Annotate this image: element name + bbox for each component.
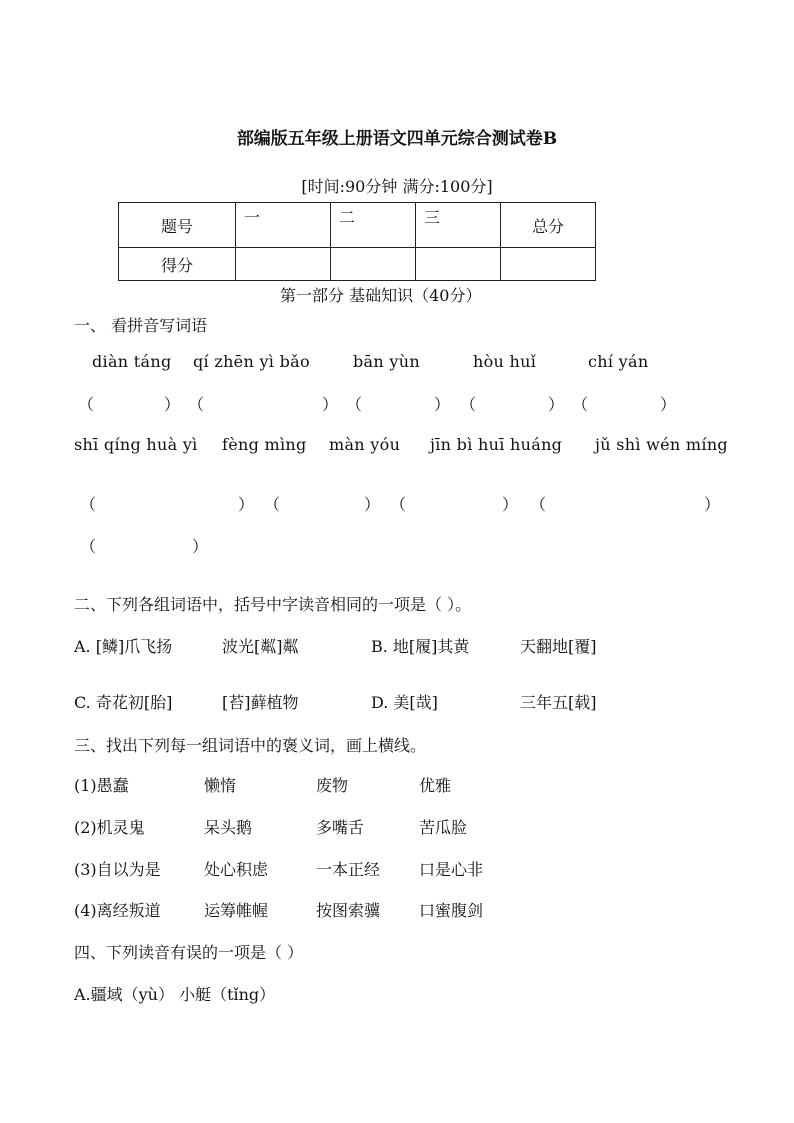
answer-paren-open: （ xyxy=(80,537,97,556)
pinyin-7: fèng mìng xyxy=(222,435,307,454)
answer-paren-open: （ xyxy=(80,495,97,514)
answer-paren-close: ） xyxy=(660,395,677,414)
pinyin-8: màn yóu xyxy=(329,435,401,454)
pinyin-1: diàn táng xyxy=(92,352,172,371)
pinyin-5: chí yán xyxy=(588,352,649,371)
q3-word: 运筹帷幄 xyxy=(204,901,269,920)
answer-paren-open: （ xyxy=(530,495,547,514)
pinyin-10: jǔ shì wén míng xyxy=(595,435,728,454)
q3-word: (2)机灵鬼 xyxy=(74,818,145,837)
pinyin-2: qí zhēn yì bǎo xyxy=(193,352,310,371)
q2-option-d-2: 三年五[载] xyxy=(520,693,597,712)
table-row xyxy=(119,203,596,248)
answer-paren-open: （ xyxy=(78,395,95,414)
answer-paren-close: ） xyxy=(434,395,451,414)
answer-paren-close: ） xyxy=(322,395,339,414)
q4-title: 四、下列读音有误的一项是（ ） xyxy=(74,943,304,962)
q3-word: 多嘴舌 xyxy=(316,818,365,837)
q3-word: 处心积虑 xyxy=(204,860,269,879)
q3-word: 懒惰 xyxy=(204,776,237,795)
score-cell-total[interactable] xyxy=(501,248,596,281)
time-score-info: [时间:90分钟 满分:100分] xyxy=(301,177,493,196)
q3-word: 口是心非 xyxy=(419,860,484,879)
q2-option-a-2: 波光[粼]粼 xyxy=(222,637,299,656)
pinyin-3: bān yùn xyxy=(353,352,420,371)
q3-word: (3)自以为是 xyxy=(74,860,161,879)
answer-paren-close: ） xyxy=(548,395,565,414)
q3-word: 一本正经 xyxy=(316,860,381,879)
q3-word: (1)愚蠢 xyxy=(74,776,129,795)
answer-paren-close: ） xyxy=(164,395,181,414)
answer-paren-close: ） xyxy=(238,495,255,514)
q4-option-a: A.疆域（yù） 小艇（tǐng） xyxy=(74,985,276,1004)
answer-paren-close: ） xyxy=(192,537,209,556)
q2-option-a-1: A. [鳞]爪飞扬 xyxy=(74,637,173,656)
pinyin-4: hòu huǐ xyxy=(473,352,537,371)
q2-option-b-2: 天翻地[覆] xyxy=(520,637,597,656)
answer-paren-open: （ xyxy=(264,495,281,514)
q2-option-c-1: C. 奇花初[胎] xyxy=(74,693,173,712)
answer-paren-close: ） xyxy=(364,495,381,514)
pinyin-9: jīn bì huī huáng xyxy=(430,435,563,454)
q3-word: 废物 xyxy=(316,776,349,795)
page-title: 部编版五年级上册语文四单元综合测试卷B xyxy=(236,129,558,149)
q1-title: 一、 看拼音写词语 xyxy=(74,316,208,335)
q3-word: (4)离经叛道 xyxy=(74,901,161,920)
q3-word: 优雅 xyxy=(419,776,452,795)
q3-word: 口蜜腹剑 xyxy=(419,901,484,920)
header-cell-total: 总分 xyxy=(501,203,596,248)
score-cell-part-2[interactable] xyxy=(331,248,416,281)
q2-title: 二、下列各组词语中，括号中字读音相同的一项是（ ）。 xyxy=(74,595,472,614)
q3-word: 呆头鹅 xyxy=(204,818,253,837)
answer-paren-close: ） xyxy=(502,495,519,514)
q3-title: 三、找出下列每一组词语中的褒义词，画上横线。 xyxy=(74,736,427,755)
score-cell-part-3[interactable] xyxy=(416,248,501,281)
header-cell-part-1: 一 xyxy=(236,203,331,248)
part1-title: 第一部分 基础知识（40分） xyxy=(280,286,482,305)
pinyin-6: shī qíng huà yì xyxy=(74,435,198,454)
header-cell-part-2: 二 xyxy=(331,203,416,248)
score-cell-part-1[interactable] xyxy=(236,248,331,281)
score-table xyxy=(118,202,596,281)
q3-word: 苦瓜脸 xyxy=(419,818,468,837)
q2-option-d-1: D. 美[哉] xyxy=(371,693,438,712)
answer-paren-open: （ xyxy=(188,395,205,414)
q2-option-c-2: [苔]藓植物 xyxy=(222,693,299,712)
answer-paren-open: （ xyxy=(572,395,589,414)
score-row-label: 得分 xyxy=(119,248,236,281)
header-cell-part-3: 三 xyxy=(416,203,501,248)
q3-word: 按图索骥 xyxy=(316,901,381,920)
answer-paren-close: ） xyxy=(704,495,721,514)
header-cell-question-number: 题号 xyxy=(119,203,236,248)
answer-paren-open: （ xyxy=(346,395,363,414)
q2-option-b-1: B. 地[履]其黄 xyxy=(371,637,470,656)
answer-paren-open: （ xyxy=(460,395,477,414)
table-row xyxy=(119,248,596,281)
answer-paren-open: （ xyxy=(390,495,407,514)
